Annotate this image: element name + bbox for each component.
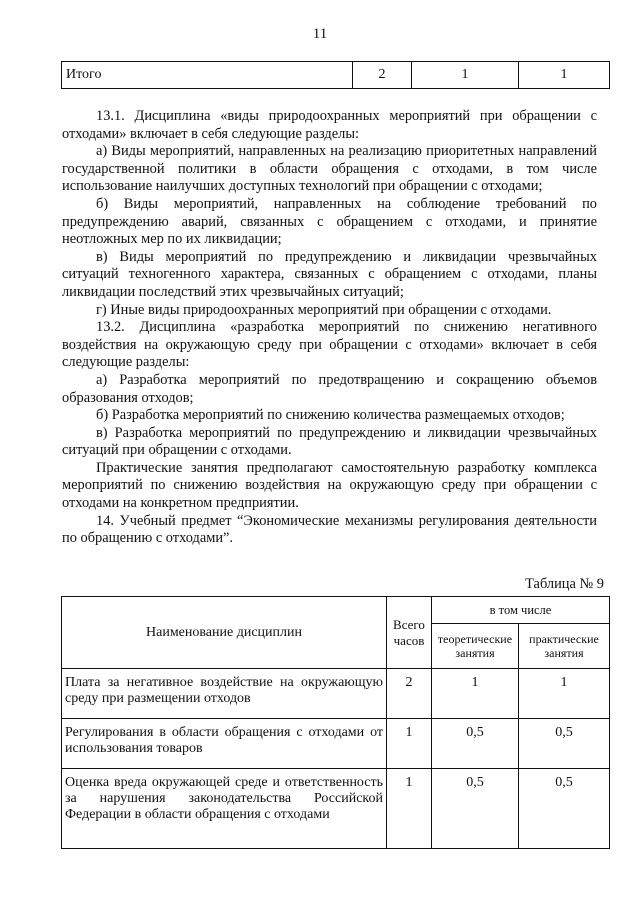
table-caption: Таблица № 9 xyxy=(525,576,604,592)
paragraph-13-1-g: г) Иные виды природоохранных мероприятий при обращении с отходами. xyxy=(96,301,552,318)
row-practice: 0,5 xyxy=(519,719,610,769)
row-total: 2 xyxy=(387,669,432,719)
totals-label: Итого xyxy=(62,62,353,89)
row-theory: 1 xyxy=(432,669,519,719)
header-row-1 xyxy=(62,597,610,624)
body-text xyxy=(62,108,597,548)
row-practice: 1 xyxy=(519,669,610,719)
paragraph-13-1-v: в) Виды мероприятий по предупреждению и ликвидации чрезвычайных ситуаций техногенного характера, связанных с обращением с отходами, планы ликвидации последствий этих чрезвычайных ситуаций; xyxy=(62,248,597,300)
row-name: Плата за негативное воздействие на окружающую среду при размещении отходов xyxy=(62,669,387,719)
totals-row xyxy=(62,62,610,89)
header-name: Наименование дисциплин xyxy=(62,597,387,669)
header-theory: теоретические занятия xyxy=(432,624,519,669)
row-total: 1 xyxy=(387,769,432,849)
row-name: Регулирования в области обращения с отходами от использования товаров xyxy=(62,719,387,769)
paragraph-13-1: 13.1. Дисциплина «виды природоохранных мероприятий при обращении с отходами» включает в себя следующие разделы: xyxy=(62,108,597,142)
totals-hours: 2 xyxy=(353,62,412,89)
paragraph-practice: Практические занятия предполагают самостоятельную разработку комплекса мероприятий по снижению воздействия на окружающую среду при обращении с отходами на конкретном предприятии. xyxy=(62,459,597,512)
row-theory: 0,5 xyxy=(432,719,519,769)
row-practice: 0,5 xyxy=(519,769,610,849)
header-total: Всего часов xyxy=(387,597,432,669)
row-total: 1 xyxy=(387,719,432,769)
paragraph-13-2-a: а) Разработка мероприятий по предотвращению и сокращению объемов образования отходов; xyxy=(62,371,597,406)
totals-practice: 1 xyxy=(519,62,610,89)
paragraph-13-2: 13.2. Дисциплина «разработка мероприятий по снижению негативного воздействия на окружающую среду при обращении с отходами» включает в себя следующие разделы: xyxy=(62,319,597,371)
paragraph-13-1-b: б) Виды мероприятий, направленных на соблюдение требований по предупреждению аварий, связанных с обращением с отходами, и принятие неотложных мер по их ликвидации; xyxy=(62,195,597,248)
header-practice: практические занятия xyxy=(519,624,610,669)
totals-theory: 1 xyxy=(412,62,519,89)
header-including: в том числе xyxy=(432,597,610,624)
row-theory: 0,5 xyxy=(432,769,519,849)
paragraph-14: 14. Учебный предмет “Экономические механизмы регулирования деятельности по обращению с отходами”. xyxy=(62,512,597,547)
table-row xyxy=(62,719,610,769)
table-row xyxy=(62,669,610,719)
paragraph-13-2-v: в) Разработка мероприятий по предупреждению и ликвидации чрезвычайных ситуаций при обращении с отходами. xyxy=(62,424,597,459)
paragraph-13-2-b: б) Разработка мероприятий по снижению количества размещаемых отходов; xyxy=(96,407,565,424)
paragraph-13-1-a: а) Виды мероприятий, направленных на реализацию приоритетных направлений государственной политики в области обращения с отходами, в том числе использование наилучших доступных технологий при обращении с отходами; xyxy=(62,143,597,195)
page-number: 11 xyxy=(312,26,328,42)
disciplines-table xyxy=(61,596,610,849)
table-row xyxy=(62,769,610,849)
totals-table xyxy=(61,61,610,89)
row-name: Оценка вреда окружающей среде и ответственность за нарушения законодательства Российской Федерации в области обращения с отходами xyxy=(62,769,387,849)
